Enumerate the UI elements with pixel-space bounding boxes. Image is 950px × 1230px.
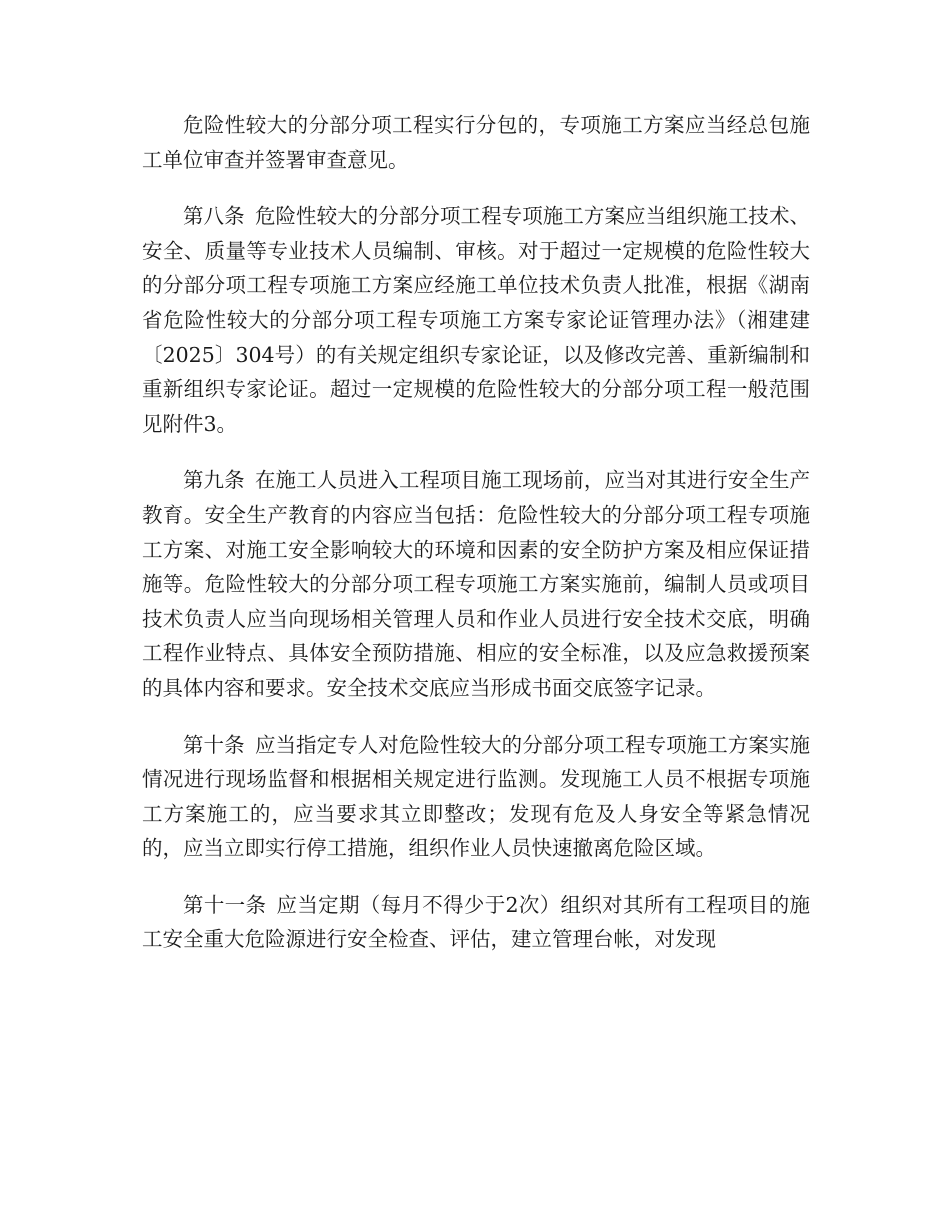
paragraph-article-10 [142, 728, 810, 866]
paragraph-text: 应当指定专人对危险性较大的分部分项工程专项施工方案实施情况进行现场监督和根据相关规定进行监测。发现施工人员不根据专项施工方案施工的，应当要求其立即整改；发现有危及人身安全等紧急情况的，应当立即实行停工措施，组织作业人员快速撤离危险区域。 [142, 732, 811, 861]
paragraph-text: 在施工人员进入工程项目施工现场前，应当对其进行安全生产教育。安全生产教育的内容应当包括：危险性较大的分部分项工程专项施工方案、对施工安全影响较大的环境和因素的安全防护方案及相应保证措施等。危险性较大的分部分项工程专项施工方案实施前，编制人员或项目技术负责人应当向现场相关管理人员和作业人员进行安全技术交底，明确工程作业特点、具体安全预防措施、相应的安全标准，以及应急救援预案的具体内容和要求。安全技术交底应当形成书面交底签字记录。 [142, 468, 811, 700]
paragraph-subcontract [142, 108, 810, 177]
paragraph-article-11 [142, 888, 810, 957]
article-number: 第八条 [183, 204, 245, 229]
paragraph-article-8 [142, 199, 810, 441]
article-number: 第十一条 [183, 892, 267, 917]
paragraph-text: 危险性较大的分部分项工程实行分包的，专项施工方案应当经总包施工单位审查并签署审查意见。 [142, 113, 810, 172]
paragraph-article-9 [142, 463, 810, 705]
paragraph-text: 危险性较大的分部分项工程专项施工方案应当组织施工技术、安全、质量等专业技术人员编制、审核。对于超过一定规模的危险性较大的分部分项工程专项施工方案应经施工单位技术负责人批准，根据《湖南省危险性较大的分部分项工程专项施工方案专家论证管理办法》（湘建建〔2025〕304号）的有关规定组织专家论证，以及修改完善、重新编制和重新组织专家论证。超过一定规模的危险性较大的分部分项工程一般范围见附件3。 [142, 204, 811, 436]
paragraph-text: 应当定期（每月不得少于2次）组织对其所有工程项目的施工安全重大危险源进行安全检查、评估，建立管理台帐，对发现 [142, 892, 811, 952]
document-body [142, 108, 810, 979]
article-number: 第十条 [183, 732, 245, 757]
article-number: 第九条 [183, 468, 245, 493]
